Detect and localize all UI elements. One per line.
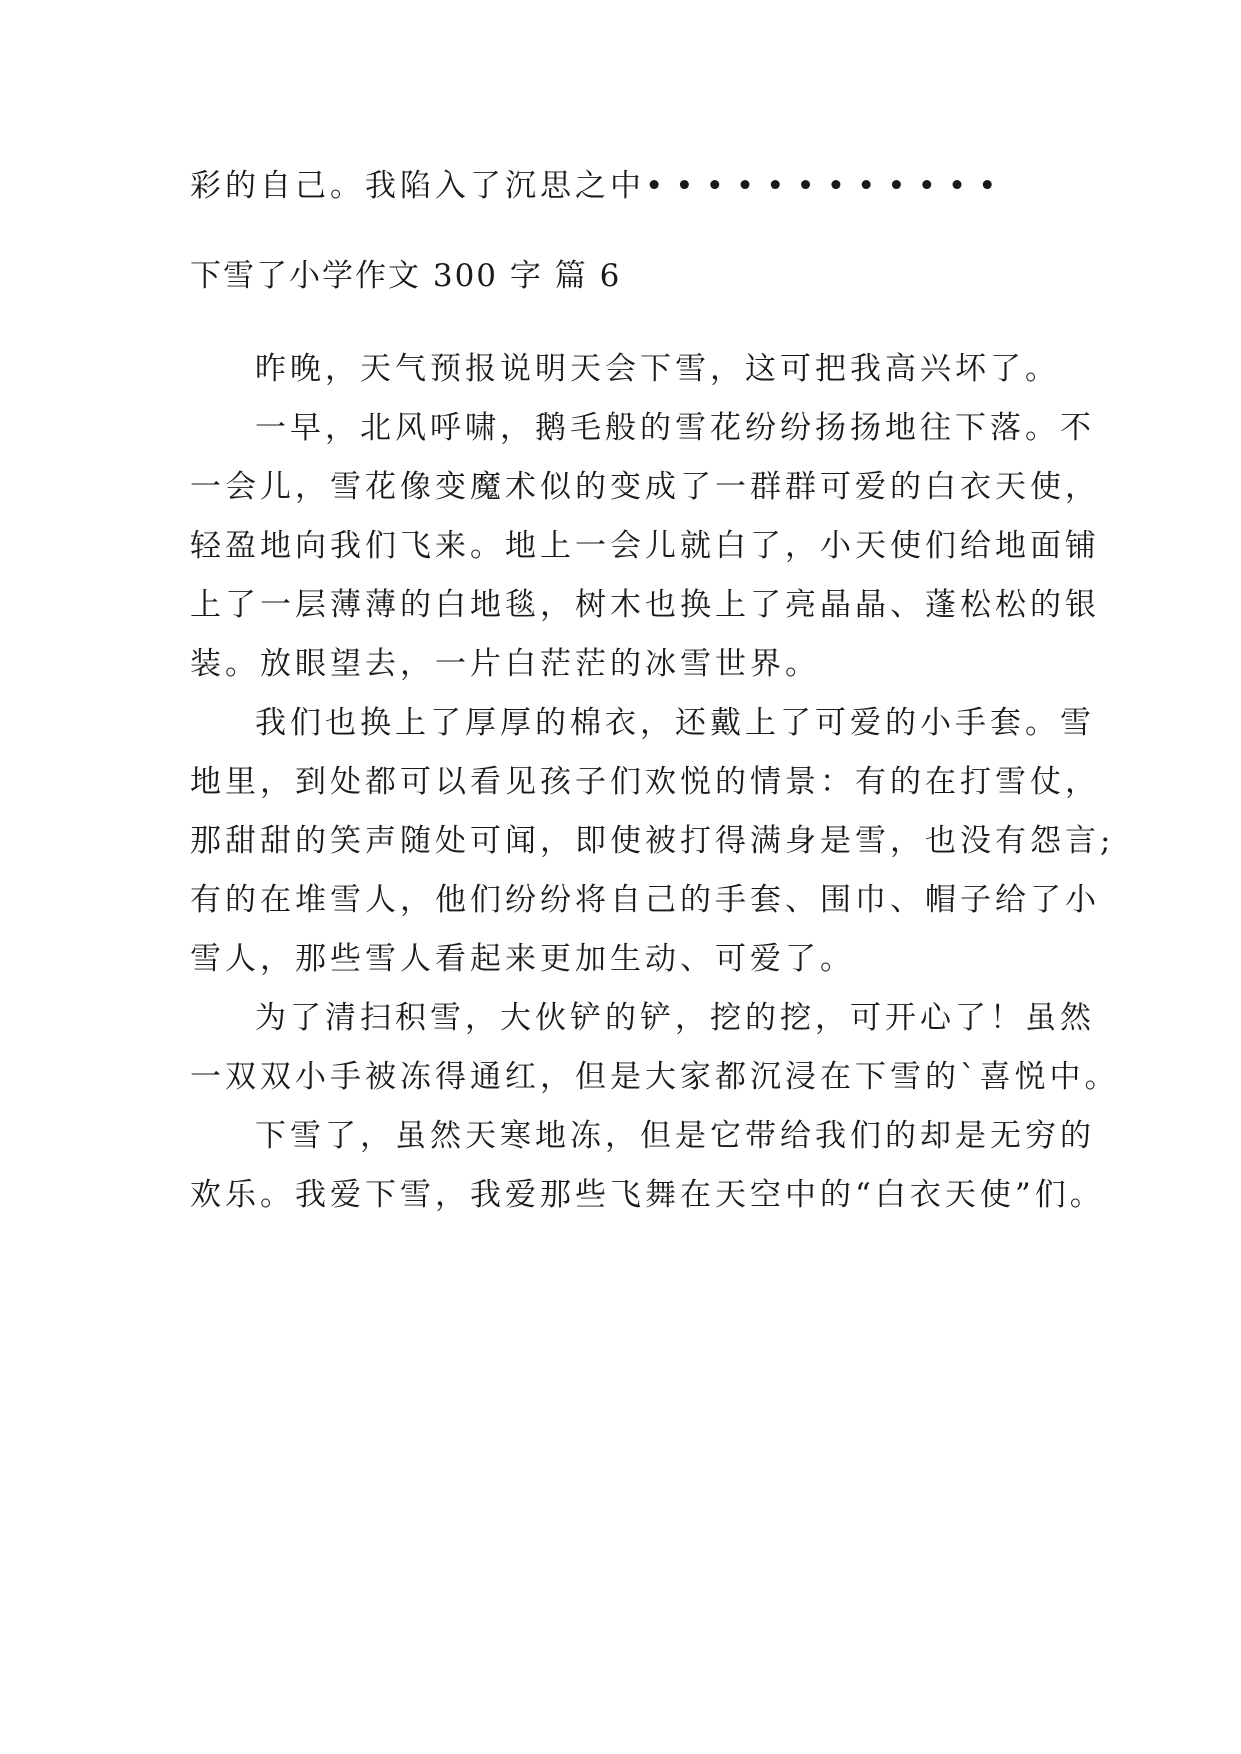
continuation-text: 彩的自己。我陷入了沉思之中 bbox=[190, 168, 645, 204]
paragraph-line: 为了清扫积雪，大伙铲的铲，挖的挖，可开心了！虽然 bbox=[255, 1000, 1095, 1036]
paragraph-line: 雪人，那些雪人看起来更加生动、可爱了。 bbox=[190, 941, 855, 977]
paragraph-line: 轻盈地向我们飞来。地上一会儿就白了，小天使们给地面铺 bbox=[190, 528, 1100, 564]
paragraph-line: 有的在堆雪人，他们纷纷将自己的手套、围巾、帽子给了小 bbox=[190, 882, 1100, 918]
paragraph-line: 昨晚，天气预报说明天会下雪，这可把我高兴坏了。 bbox=[255, 351, 1060, 387]
paragraph-line: 那甜甜的笑声随处可闻，即使被打得满身是雪，也没有怨言; bbox=[190, 823, 1115, 859]
paragraph-line: 我们也换上了厚厚的棉衣，还戴上了可爱的小手套。雪 bbox=[255, 705, 1095, 741]
paragraph-line: 地里，到处都可以看见孩子们欢悦的情景：有的在打雪仗， bbox=[190, 764, 1100, 800]
continuation-line bbox=[190, 160, 1070, 205]
paragraph-line: 装。放眼望去，一片白茫茫的冰雪世界。 bbox=[190, 646, 820, 682]
paragraph-line: 欢乐。我爱下雪，我爱那些飞舞在天空中的“白衣天使”们。 bbox=[190, 1177, 1105, 1213]
ellipsis-dots: •••••••••••• bbox=[645, 168, 1009, 204]
paragraph-line: 一早，北风呼啸，鹅毛般的雪花纷纷扬扬地往下落。不 bbox=[255, 410, 1095, 446]
paragraph-line: 一双双小手被冻得通红，但是大家都沉浸在下雪的`喜悦中。 bbox=[190, 1059, 1120, 1095]
paragraph-line: 一会儿，雪花像变魔术似的变成了一群群可爱的白衣天使， bbox=[190, 469, 1100, 505]
essay-body bbox=[190, 340, 1120, 1225]
paragraph-line: 上了一层薄薄的白地毯，树木也换上了亮晶晶、蓬松松的银 bbox=[190, 587, 1100, 623]
paragraph-line: 下雪了，虽然天寒地冻，但是它带给我们的却是无穷的 bbox=[255, 1118, 1095, 1154]
essay-title: 下雪了小学作文 300 字 篇 6 bbox=[190, 258, 622, 294]
